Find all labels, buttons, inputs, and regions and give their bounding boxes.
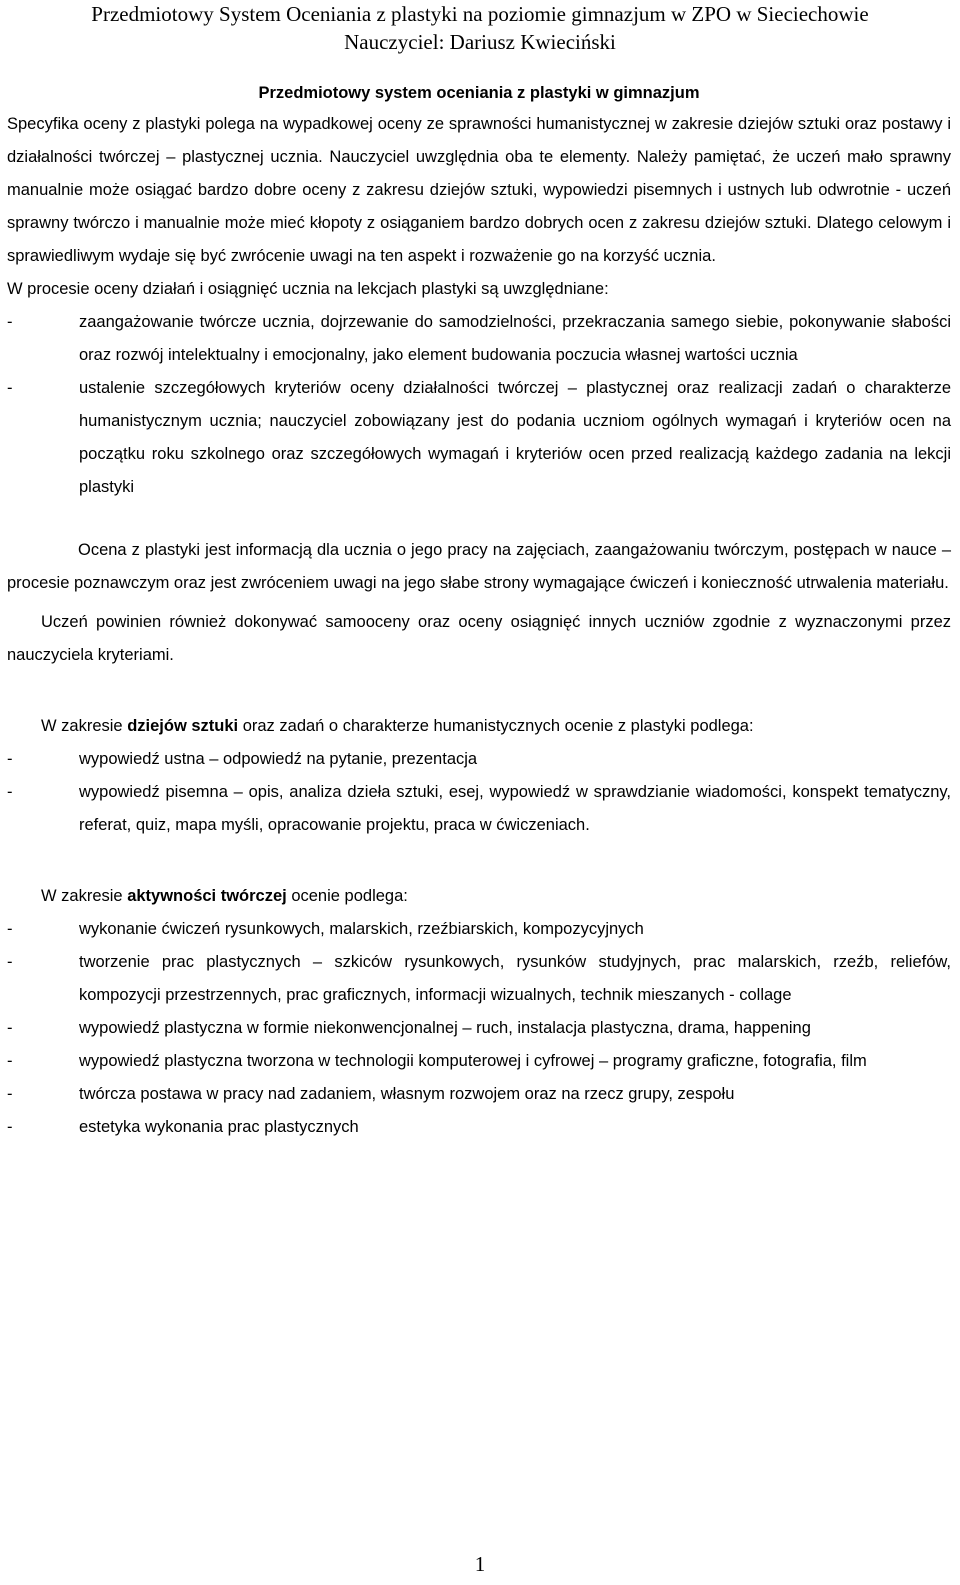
list-item <box>7 776 951 842</box>
list-item-text: twórcza postawa w pracy nad zadaniem, własnym rozwojem oraz na rzecz grupy, zespołu <box>79 1085 735 1103</box>
lead-bold-text: aktywności twórczej <box>127 887 287 905</box>
lead-bold-text: dziejów sztuki <box>127 717 239 735</box>
list-item-text: tworzenie prac plastycznych – szkiców rysunkowych, rysunków studyjnych, prac malarskich, rzeźb, reliefów, kompozycji przestrzennych, prac graficznych, informacji wizualnych, technik mieszanych - collage <box>79 953 951 1004</box>
dash-marker: - <box>7 1019 13 1037</box>
list-item-text: wypowiedź plastyczna tworzona w technologii komputerowej i cyfrowej – programy graficzne, fotografia, film <box>79 1052 867 1070</box>
lead-text: ocenie podlega: <box>286 887 408 905</box>
activity-section-lead <box>7 880 951 913</box>
dash-marker: - <box>7 313 13 331</box>
list-item-text: wypowiedź pisemna – opis, analiza dzieła sztuki, esej, wypowiedź w sprawdzianie wiadomości, konspekt tematyczny, referat, quiz, mapa myśli, opracowanie projektu, praca w ćwiczeniach. <box>79 783 951 834</box>
list-item <box>7 946 951 1012</box>
list-item <box>7 306 951 372</box>
list-item <box>7 913 951 946</box>
dash-marker: - <box>7 1085 13 1103</box>
self-assessment-paragraph: Uczeń powinien również dokonywać samooceny oraz oceny osiągnięć innych uczniów zgodnie z wyznaczonymi przez nauczyciela kryteriami. <box>7 613 951 664</box>
activity-list <box>7 913 951 1144</box>
history-list <box>7 743 951 842</box>
spacer <box>7 504 951 534</box>
lead-text: W zakresie <box>41 717 128 735</box>
process-list <box>7 306 951 504</box>
process-lead: W procesie oceny działań i osiągnięć ucznia na lekcjach plastyki są uwzględniane: <box>7 280 609 298</box>
list-item <box>7 1012 951 1045</box>
lead-text: W zakresie <box>41 887 128 905</box>
dash-marker: - <box>7 750 13 768</box>
spacer <box>7 842 951 880</box>
dash-marker: - <box>7 379 13 397</box>
history-section-lead <box>7 710 951 743</box>
list-item-text: wykonanie ćwiczeń rysunkowych, malarskich, rzeźbiarskich, kompozycyjnych <box>79 920 644 938</box>
list-item-text: ustalenie szczegółowych kryteriów oceny działalności twórczej – plastycznej oraz realizacji zadań o charakterze humanistycznym ucznia; nauczyciel zobowiązany jest do podania uczniom ogólnych wymagań i kryteriów ocen na początku roku szkolnego oraz szczegółowych wymagań i kryteriów ocen przed realizacją każdego zadania na lekcji plastyki <box>79 379 951 496</box>
spacer <box>7 672 951 710</box>
dash-marker: - <box>7 920 13 938</box>
list-item <box>7 1111 951 1144</box>
document-title: Przedmiotowy system oceniania z plastyki w gimnazjum <box>258 84 700 102</box>
intro-paragraph: Specyfika oceny z plastyki polega na wypadkowej oceny ze sprawności humanistycznej w zakresie dziejów sztuki oraz postawy i działalności twórczej – plastycznej ucznia. Nauczyciel uwzględnia oba te elementy. Należy pamiętać, że uczeń mało sprawny manualnie może osiągać bardzo dobre oceny z zakresu dziejów sztuki, wypowiedzi pisemnych i ustnych lub odwrotnie - uczeń sprawny twórczo i manualnie może mieć kłopoty z osiąganiem bardzo dobrych ocen z zakresu dziejów sztuki. Dlatego celowym i sprawiedliwym wydaje się być zwrócenie uwagi na ten aspekt i rozważenie go na korzyść ucznia. <box>7 115 951 265</box>
dash-marker: - <box>7 783 13 801</box>
list-item <box>7 372 951 504</box>
list-item <box>7 1045 951 1078</box>
list-item <box>7 743 951 776</box>
dash-marker: - <box>7 1052 13 1070</box>
grade-paragraph: Ocena z plastyki jest informacją dla ucznia o jego pracy na zajęciach, zaangażowaniu twórczym, postępach w nauce – procesie poznawczym oraz jest zwróceniem uwagi na jego słabe strony wymagające ćwiczeń i konieczność utrwalenia materiału. <box>7 541 951 592</box>
list-item-text: wypowiedź ustna – odpowiedź na pytanie, prezentacja <box>79 750 478 768</box>
list-item <box>7 1078 951 1111</box>
page-number: 1 <box>474 1552 486 1576</box>
list-item-text: estetyka wykonania prac plastycznych <box>79 1118 359 1136</box>
dash-marker: - <box>7 1118 13 1136</box>
document-body <box>7 82 951 1144</box>
lead-text: oraz zadań o charakterze humanistycznych ocenie z plastyki podlega: <box>238 717 754 735</box>
list-item-text: zaangażowanie twórcze ucznia, dojrzewanie do samodzielności, przekraczania samego siebie, pokonywanie słabości oraz rozwój intelektualny i emocjonalny, jako element budowania poczucia własnej wartości ucznia <box>79 313 951 364</box>
list-item-text: wypowiedź plastyczna w formie niekonwencjonalnej – ruch, instalacja plastyczna, drama, happening <box>79 1019 811 1037</box>
running-header-title: Przedmiotowy System Oceniania z plastyki na poziomie gimnazjum w ZPO w Sieciechowie <box>91 2 869 26</box>
dash-marker: - <box>7 953 13 971</box>
running-header-teacher: Nauczyciel: Dariusz Kwieciński <box>344 30 616 54</box>
